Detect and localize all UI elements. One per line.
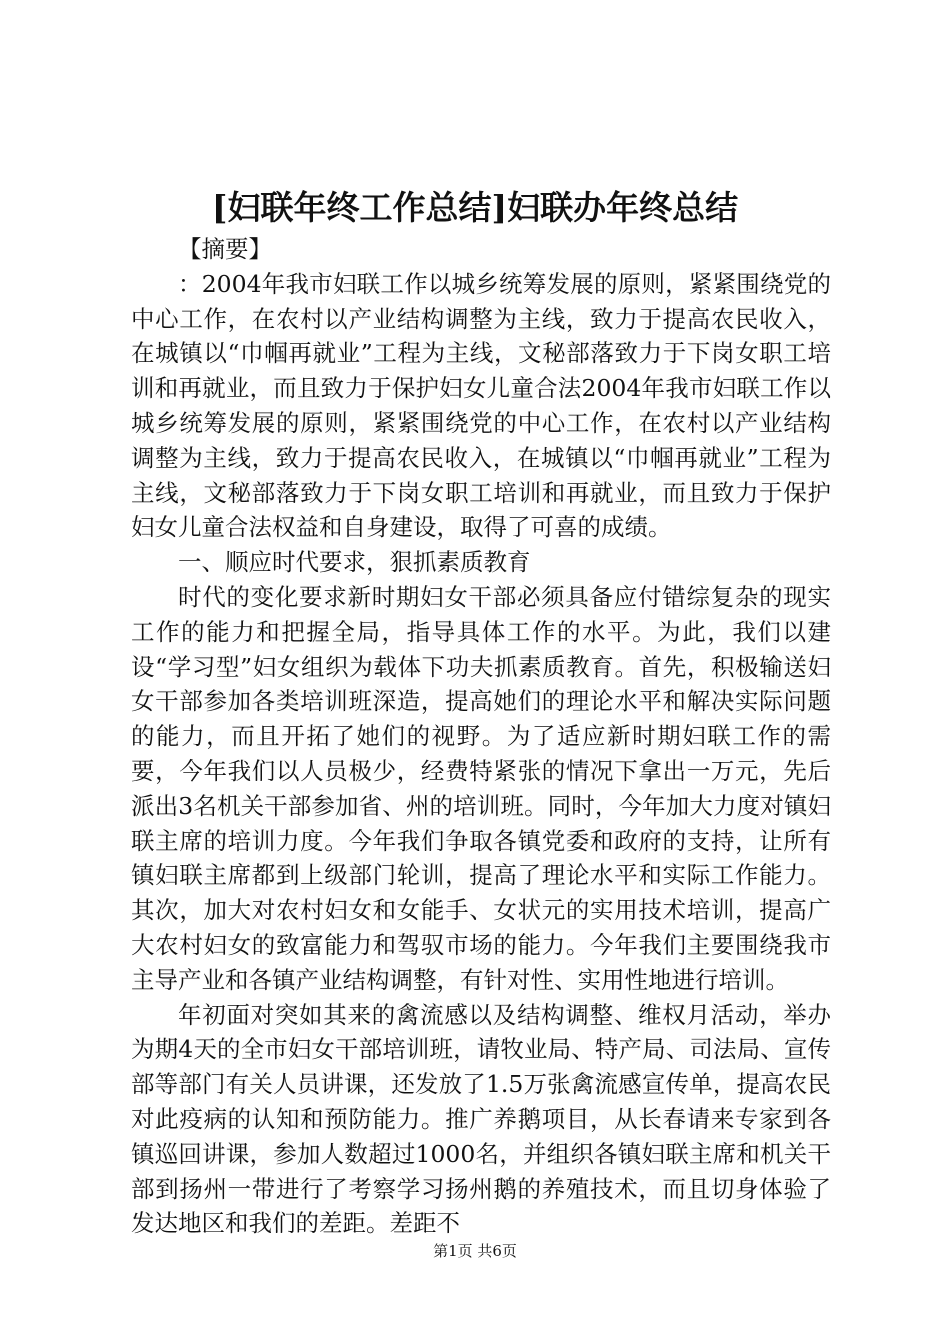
document-body xyxy=(131,232,831,1241)
paragraph: 年初面对突如其来的禽流感以及结构调整、维权月活动，举办为期4天的全市妇女干部培训班，请牧业局、特产局、司法局、宣传部等部门有关人员讲课，还发放了1.5万张禽流感宣传单，提高农民对此疫病的认知和预防能力。推广养鹅项目，从长春请来专家到各镇巡回讲课，参加人数超过1000名，并组织各镇妇联主席和机关干部到扬州一带进行了考察学习扬州鹅的养殖技术，而且切身体验了发达地区和我们的差距。差距不 xyxy=(131,1000,831,1238)
paragraph: 时代的变化要求新时期妇女干部必须具备应付错综复杂的现实工作的能力和把握全局，指导具体工作的水平。为此，我们以建设“学习型”妇女组织为载体下功夫抓素质教育。首先，积极输送妇女干部参加各类培训班深造，提高她们的理论水平和解决实际问题的能力，而且开拓了她们的视野。为了适应新时期妇联工作的需要，今年我们以人员极少，经费特紧张的情况下拿出一万元，先后派出3名机关干部参加省、州的培训班。同时，今年加大力度对镇妇联主席的培训力度。今年我们争取各镇党委和政府的支持，让所有镇妇联主席都到上级部门轮训，提高了理论水平和实际工作能力。其次，加大对农村妇女和女能手、女状元的实用技术培训，提高广大农村妇女的致富能力和驾驭市场的能力。今年我们主要围绕我市主导产业和各镇产业结构调整，有针对性、实用性地进行培训。 xyxy=(131,582,831,994)
page-footer: 第1页 共6页 xyxy=(433,1242,517,1260)
abstract-label: 【摘要】 xyxy=(178,235,272,263)
section-heading: 一、顺应时代要求，狠抓素质教育 xyxy=(178,548,531,577)
document-title: [妇联年终工作总结]妇联办年终总结 xyxy=(211,188,739,227)
paragraph: ：2004年我市妇联工作以城乡统筹发展的原则，紧紧围绕党的中心工作，在农村以产业结构调整为主线，致力于提高农民收入，在城镇以“巾帼再就业”工程为主线，文秘部落致力于下岗女职工培训和再就业，而且致力于保护妇女儿童合法2004年我市妇联工作以城乡统筹发展的原则，紧紧围绕党的中心工作，在农村以产业结构调整为主线，致力于提高农民收入，在城镇以“巾帼再就业”工程为主线，文秘部落致力于下岗女职工培训和再就业，而且致力于保护妇女儿童合法权益和自身建设，取得了可喜的成绩。 xyxy=(131,269,831,542)
